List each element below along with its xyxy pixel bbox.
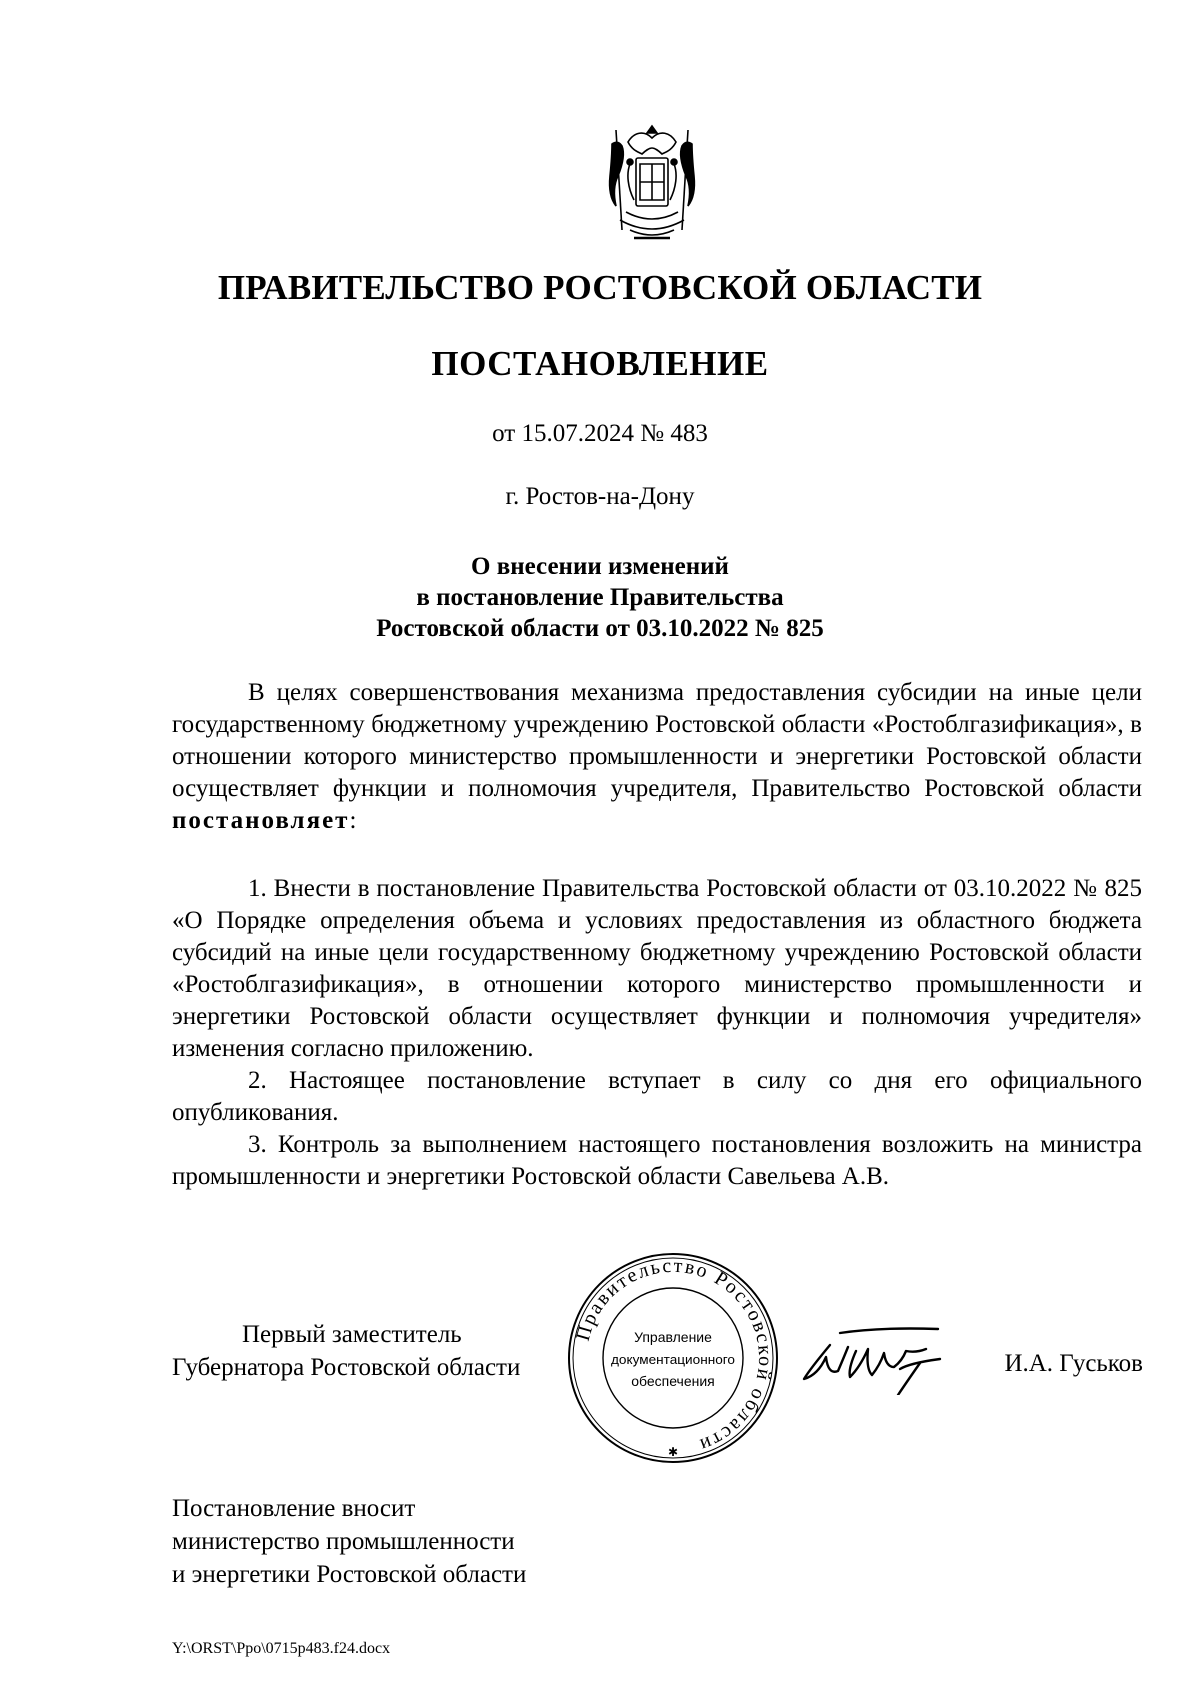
resolution-item: 2. Настоящее постановление вступает в силу со дня его официального опубликования. (172, 1067, 1142, 1126)
subject-line: О внесении изменений (471, 553, 729, 580)
document-type: ПОСТАНОВЛЕНИЕ (431, 344, 769, 383)
file-path: Y:\ORST\Ppo\0715p483.f24.docx (172, 1640, 391, 1657)
handwritten-signature (800, 1305, 970, 1395)
position-line: Первый заместитель (242, 1321, 462, 1348)
coat-of-arms-icon (600, 120, 704, 248)
resolution-items (172, 873, 1142, 1193)
official-seal (565, 1250, 781, 1466)
seal-inner-text: документационного (611, 1352, 735, 1367)
signatory-position (172, 1318, 520, 1384)
position-line: Губернатора Ростовской области (172, 1354, 521, 1381)
subject-line: в постановление Правительства (416, 584, 784, 611)
government-title: ПРАВИТЕЛЬСТВО РОСТОВСКОЙ ОБЛАСТИ (217, 268, 983, 307)
introduced-line: министерство промышленности (172, 1528, 515, 1555)
preamble-keyword: постановляет (172, 807, 350, 834)
date-number: от 15.07.2024 № 483 (492, 420, 708, 447)
resolution-item: 3. Контроль за выполнением настоящего постановления возложить на министра промышленности и энергетики Ростовской области Савельева А.В. (172, 1131, 1142, 1190)
resolution-item: 1. Внести в постановление Правительства Ростовской области от 03.10.2022 № 825 «О Порядке определения объема и условиях предоставления из областного бюджета субсидий на иные цели государственному бюджетному учреждению Ростовской области «Ростоблгазификация», в отношении которого министерство промышленности и энергетики Ростовской области осуществляет функции и полномочия учредителя» изменения согласно приложению. (172, 875, 1142, 1062)
subject-line: Ростовской области от 03.10.2022 № 825 (376, 615, 824, 642)
city: г. Ростов-на-Дону (505, 483, 695, 510)
svg-text:✱: ✱ (667, 1445, 679, 1459)
introduced-line: и энергетики Ростовской области (172, 1561, 527, 1588)
preamble-text: В целях совершенствования механизма предоставления субсидии на иные цели государственному бюджетному учреждению Ростовской области «Ростоблгазификация», в отношении которого министерство промышленности и энергетики Ростовской области осуществляет функции и полномочия учредителя, Правительство Ростовской области (172, 679, 1142, 802)
introduced-line: Постановление вносит (172, 1495, 416, 1522)
preamble-end: : (349, 807, 357, 834)
preamble (172, 677, 1142, 837)
document-subject (0, 551, 1200, 644)
signatory-name: И.А. Гуськов (1004, 1350, 1143, 1377)
introduced-by (172, 1492, 526, 1591)
seal-outer-text: Правительство Ростовской области (571, 1254, 777, 1457)
seal-inner-text: обеспечения (631, 1373, 715, 1389)
seal-inner-text: Управление (634, 1329, 712, 1345)
